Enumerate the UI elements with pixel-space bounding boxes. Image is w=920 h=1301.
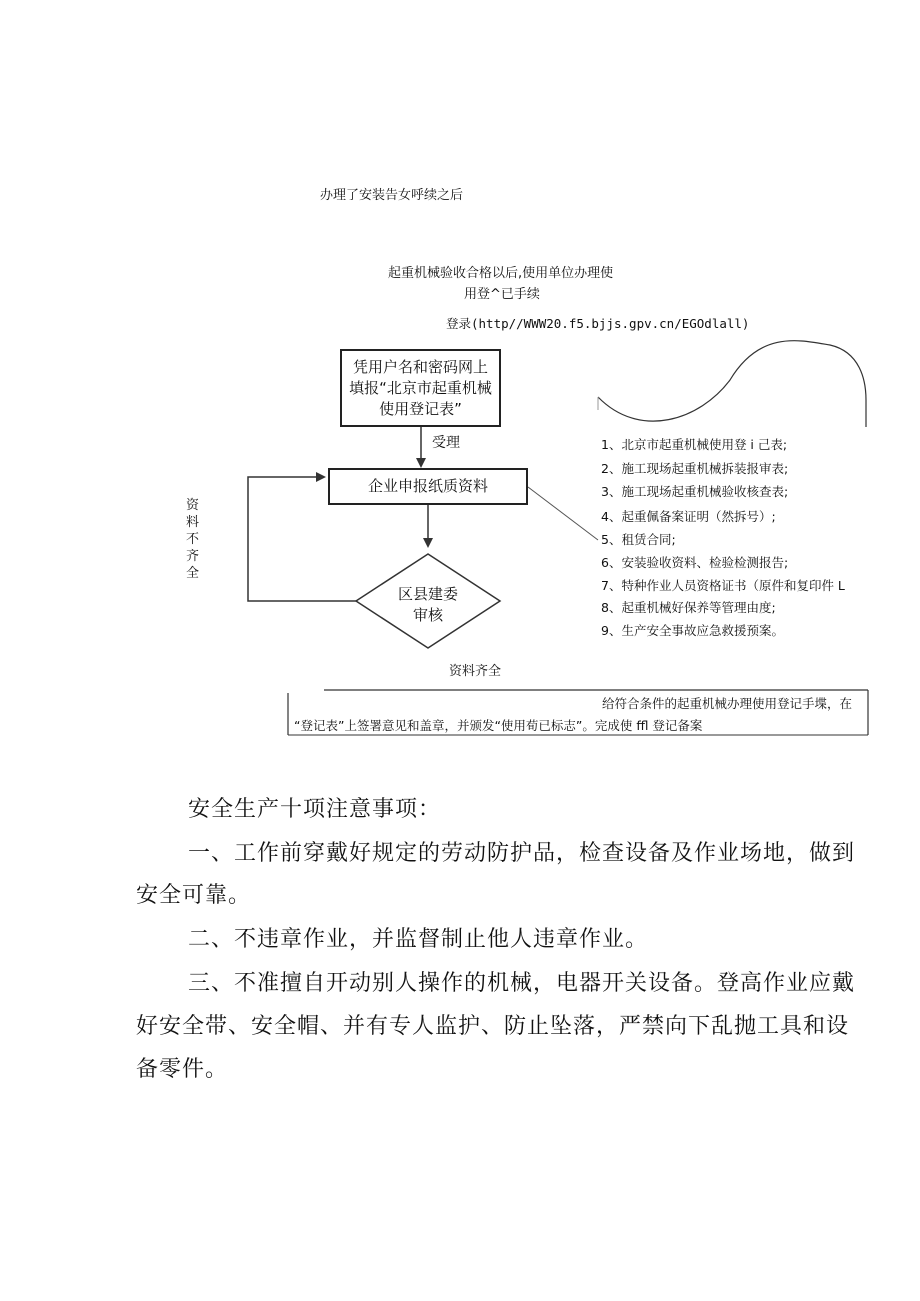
- document-wave-shape: [598, 341, 866, 427]
- loop-back-arrow-head: [316, 472, 326, 482]
- complete-label: 资料齐全: [449, 664, 502, 679]
- submit-paper-label: 企业申报纸质资料: [367, 477, 488, 495]
- material-item: 6、安装验收资料、检验检测报告;: [601, 555, 789, 570]
- safety-p3-line2: 好安全带、安全帽、并有专人监护、防止坠落，严禁向下乱抛工具和设: [136, 1014, 850, 1039]
- material-item: 2、施工现场起重机械拆装报审表;: [601, 461, 789, 476]
- review-line2: 审核: [412, 606, 443, 624]
- online-fill-line2: 填报“北京市起重机械: [349, 378, 492, 397]
- safety-p3-line3: 备零件。: [136, 1057, 229, 1082]
- safety-p2-line1: 二、不违章作业，并监督制止他人违章作业。: [188, 927, 649, 952]
- safety-p1-line2: 安全可靠。: [136, 883, 252, 908]
- pre-note: 办理了安装告女呼续之后: [320, 188, 464, 203]
- incomplete-label: 资料不齐全: [186, 498, 200, 581]
- material-item: 8、起重机械好保养等管理由度;: [601, 600, 776, 615]
- result-line2: “登记表”上签署意见和盖章，并颁发“使用荀已标志”。完成使 ffl 登记备案: [294, 718, 703, 733]
- material-item: 3、施工现场起重机械验收核查表;: [601, 484, 789, 499]
- safety-p1-line1: 一、工作前穿戴好规定的劳动防护品，检查设备及作业场地，做到: [188, 841, 856, 866]
- material-item: 4、起重佩备案证明（然拆号）;: [601, 509, 776, 524]
- materials-connector: [528, 487, 598, 540]
- material-item: 9、生产安全事故应急救援预案。: [601, 623, 784, 638]
- arrow-submit-head: [423, 538, 433, 548]
- accept-label: 受理: [432, 435, 460, 451]
- safety-heading: 安全生产十项注意事项：: [188, 797, 442, 822]
- submit-paper-box: [328, 468, 528, 505]
- material-item: 1、北京市起重机械使用登 i 己表;: [601, 437, 788, 452]
- material-item: 7、特种作业人员资格证书（原件和复印件 L: [601, 578, 845, 593]
- flow-title-line1: 起重机械验收合格以后,使用单位办理使: [388, 266, 614, 281]
- flow-title-line2: 用登^已手续: [464, 287, 540, 302]
- online-fill-line3: 使用登记表”: [379, 399, 462, 418]
- review-line1: 区县建委: [397, 585, 458, 603]
- review-diamond-label: [395, 584, 461, 626]
- online-fill-box: [340, 349, 501, 427]
- online-fill-line1: 凭用户名和密码网上: [352, 357, 488, 376]
- login-url: 登录(http//WWW20.f5.bjjs.gpv.cn/EGOdlall): [446, 316, 750, 331]
- safety-p3-line1: 三、不准擅自开动别人操作的机械，电器开关设备。登高作业应戴: [188, 971, 856, 996]
- material-item: 5、租赁合同;: [601, 532, 676, 547]
- arrow-accept-head: [416, 458, 426, 468]
- result-line1: 给符合条件的起重机械办理使用登记手堞，在: [602, 696, 853, 711]
